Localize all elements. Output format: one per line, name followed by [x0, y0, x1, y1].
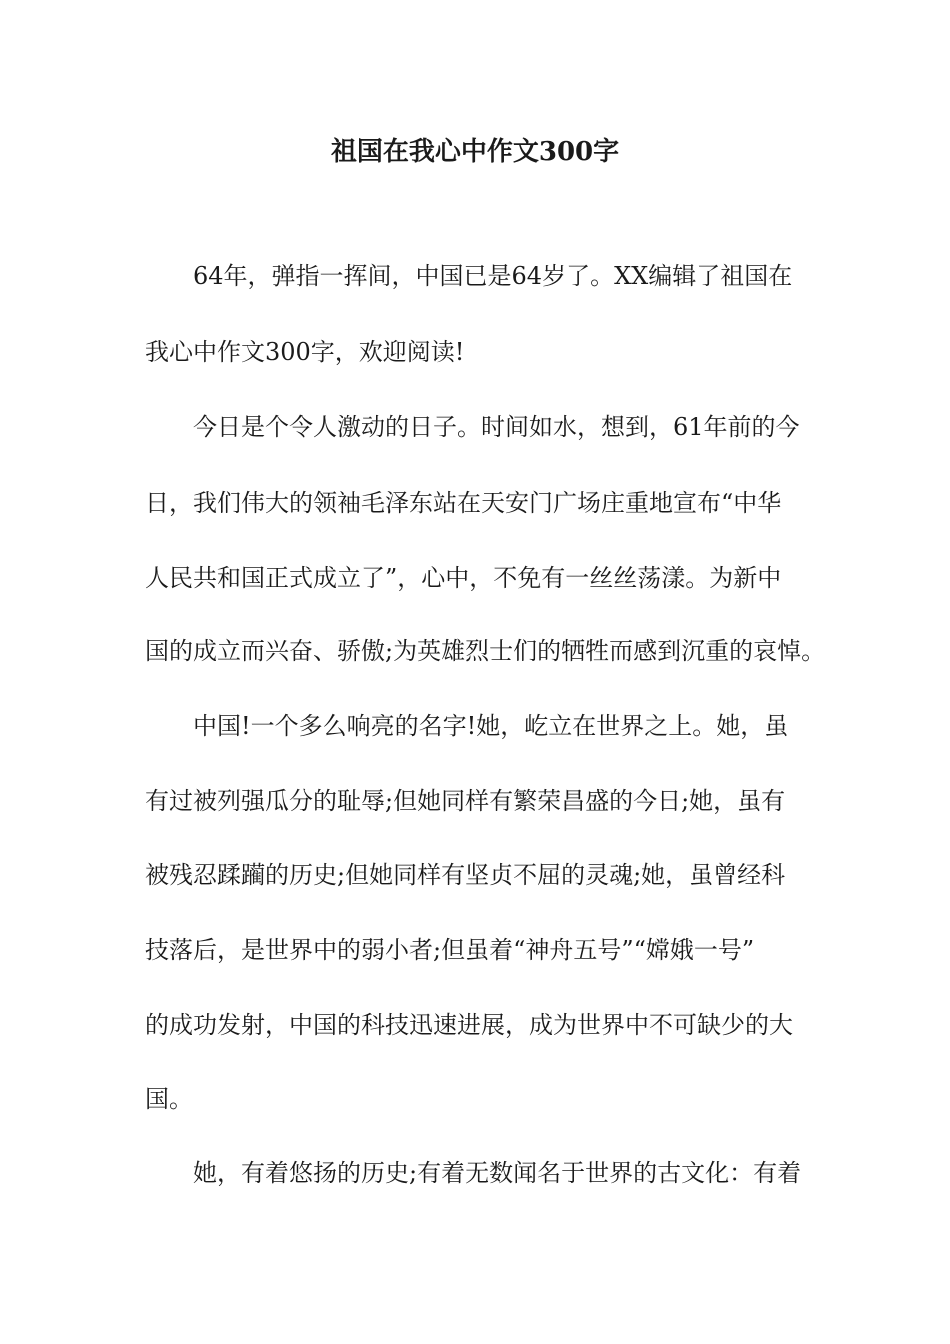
paragraph-line: 技落后，是世界中的弱小者;但虽着“神舟五号”“嫦娥一号”	[145, 936, 755, 964]
paragraph-line: 国。	[145, 1085, 193, 1113]
paragraph-line: 的成功发射，中国的科技迅速进展，成为世界中不可缺少的大	[145, 1011, 793, 1039]
paragraph-line: 我心中作文300字，欢迎阅读!	[145, 338, 465, 366]
paragraph-line: 她，有着悠扬的历史;有着无数闻名于世界的古文化：有着	[193, 1159, 802, 1187]
paragraph-line: 人民共和国正式成立了”，心中，不免有一丝丝荡漾。为新中	[145, 564, 782, 592]
paragraph-line: 国的成立而兴奋、骄傲;为英雄烈士们的牺牲而感到沉重的哀悼。	[145, 637, 826, 665]
paragraph-line: 被残忍蹂躏的历史;但她同样有坚贞不屈的灵魂;她，虽曾经科	[145, 861, 786, 889]
paragraph-line: 有过被列强瓜分的耻辱;但她同样有繁荣昌盛的今日;她，虽有	[145, 787, 786, 815]
paragraph-line: 日，我们伟大的领袖毛泽东站在天安门广场庄重地宣布“中华	[145, 489, 782, 517]
document-title: 祖国在我心中作文300字	[330, 137, 620, 167]
paragraph-line: 今日是个令人激动的日子。时间如水，想到，61年前的今	[193, 413, 800, 441]
paragraph-line: 中国!一个多么响亮的名字!她，屹立在世界之上。她，虽	[193, 712, 789, 740]
paragraph-line: 64年，弹指一挥间，中国已是64岁了。XX编辑了祖国在	[193, 262, 793, 290]
